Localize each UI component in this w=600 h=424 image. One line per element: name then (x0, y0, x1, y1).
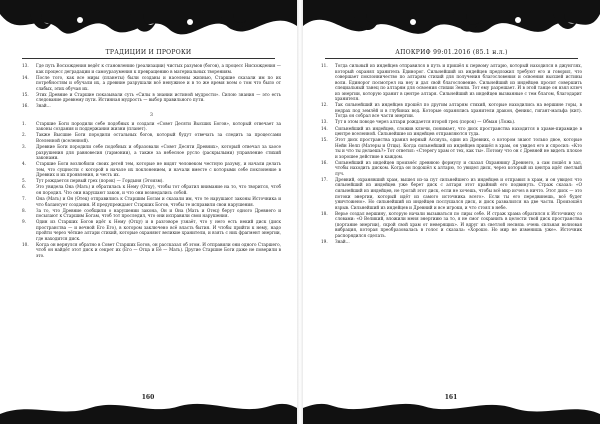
verse-text: Это увидела Она (Мать) и обратилась к Нему (Отцу), чтобы тот обратил внимание на то, что творится, чтоб он породил. Что они нарушают закон, и что они вознедались собой. (36, 184, 281, 195)
verse-number: 18. (321, 210, 328, 216)
verse-number: 13. (22, 63, 29, 68)
verse (22, 103, 281, 109)
verse-number: 1. (22, 120, 26, 126)
verse-text: Знай... (36, 103, 51, 109)
header-rule (22, 58, 275, 59)
verse-text: Так сильнейший из индейцев прошёл по другим алтарям стихий, которые находились на вершине горы, в недрах под землёй и в глубинах вод. Которые охранялись хранители дракон, феникс, гигант-мальфа (кит). Тогда он собрал все части энергии. (335, 102, 582, 119)
verse-number: 4. (22, 161, 26, 167)
top-ornament (303, 0, 600, 46)
verse-number: 14. (22, 74, 29, 80)
verse (22, 196, 281, 207)
verse-number: 16. (321, 159, 328, 165)
verse-list (22, 121, 281, 259)
verse-number: 9. (22, 219, 26, 225)
right-body (321, 63, 582, 386)
verse-number: 2. (22, 132, 26, 138)
verse (22, 219, 281, 241)
verse (22, 92, 281, 103)
verse-text: Знай... (335, 238, 350, 244)
left-page (0, 0, 297, 424)
verse-number: 12. (321, 102, 328, 108)
running-header: АПОКРИФ 99:01.2016 (85.1 н.л.) (395, 49, 508, 56)
verse (321, 177, 582, 210)
verse-text: Тогда сильный из индейцев отправился в путь и пришёл к первому алтарю, который находился в джунглях, который охранял хранитель Единорог. Сильнейший из индейцев предложил требуют его и говорил, что совершает поклонничество по алтарям стихий для получения благословения и освоения высшей истины воли. Единорог посмотрел на неу и дал свой благословение. Сильнейший из индейцев просит совершить специальный танец по алтарям для освоения стихии Земли. Тот ему разрешает. И в этой танце он взял ключ из энергии, которую хранит в центре алтаря. Сильнейший из индейцев вызванные с тем благом, благодарит хранителя. (335, 63, 582, 102)
verse (22, 144, 281, 161)
verse (321, 239, 582, 245)
verse-text: Сильнейший из индейцев произнёс древнюю формулу и сказал Охраннику Древнего, а сам пошёл в зал, чтобы находить диском. Когда он подошёл к алтарю, то увидел диск, через который из центра идёт светлый луч. (335, 159, 582, 176)
verse-number: 6. (22, 184, 26, 190)
verse-text: Также Высшие Боги породили остальных богов, который будут отвечать за следить за процессами Вселенной (вселенной). (36, 132, 281, 144)
verse-text: Этих Древние и Старшие показывали суть «Силы в знании истиной мудрости». Силою знания — это есть следование древнему пути. Истинная мудрость — выбор правильного пути. (36, 91, 281, 103)
verse (321, 126, 582, 137)
verse-number: 10. (22, 241, 29, 247)
verse-text: Сильнейший из индейцев, сложив ключи, понимает, что диск пространства находится в храме-пирамиде в центре вселенной. Сильнейшие из индейцев отправляются туда. (335, 125, 582, 137)
right-page (303, 0, 600, 424)
verse (22, 161, 281, 178)
verse (321, 211, 582, 239)
verse-number: 15. (321, 137, 328, 143)
verse-text: За то, что Древние сообщили о нарушении закона, Он и Она (Мать и Отец) берут одного Древнего и посылают к Старшим Богам, чтоб тот проследил, что они исправили свои нарушения. (36, 207, 281, 219)
verse-number: 16. (22, 103, 29, 109)
verse-text: Один из Старших Богов идёт к Нему (Отцу) и в разговоре узнаёт, что у него есть некий диск (диск пространства — и вечной Его Его), в котором заключено всё власть бытия. И чтобы прийти к нему, надо пройти через чёткие алтари стихий, которые охраняют великие хранители, и взять с них фрагмент энергии, где находится диск. (36, 219, 281, 241)
verse (321, 102, 582, 119)
verse (22, 132, 281, 143)
verse (22, 208, 281, 219)
running-header: ТРАДИЦИИ И ПРОРОКИ (105, 49, 192, 56)
verse-text: Старшие Боги возлюбили своих детей тем, которые не видят человеком честную разуму, и начали делать тем, что сущности с которой в начале их поклонением, и начали вместе с которыми себе поклонение в Древних и их проявления, и честь их. (36, 161, 281, 178)
top-ornament (0, 0, 297, 46)
verse-text: Древний, охранявший храм, вышел из-за пут сильнейшего из индейцев и отправил в храм, и он увидел что сильнейший из индейцев уже берет диск с алтаря этот крайний его подвинуть. Страж сказал: «О сильнейший из индейцев, не трогай этот диск, если не хочешь, чтобы всё мир исчез в ничто. Этот диск — это потоки энергии, который идёт из самого источника всего». Если ты его передвинешь, всё будет уничтожено». Но сильнейший из индейцев послушался диск, и диск развалился на две части. Произошёл взрыв. Сильнейший из индейцев и Древний и все игроки, и что стоял в небе. (335, 176, 582, 210)
verse (321, 63, 582, 102)
verse-number: 5. (22, 178, 26, 184)
verse-number: 3. (22, 144, 26, 150)
verse (22, 63, 281, 74)
verse-list (321, 63, 582, 245)
verse (22, 75, 281, 92)
verse-number: 15. (22, 91, 29, 97)
page-number: 160 (128, 393, 168, 402)
verse (22, 242, 281, 259)
verse-number: 7. (22, 195, 26, 201)
verse-text: После того, как все миры (планеты) были созданы и населены жизнью, Старшие сказали им по их потребностям и обучали их, а древние разрушали всё ненужное и в то же время всем о том что было от слабых, этих обучая их. (36, 74, 281, 91)
verse (321, 137, 582, 159)
verse-text: Старшие Боги породили себе подобных и создали «Совет Десяти Высших Богов», который отвечает за законы создания и поддержания жизни (планет). (36, 120, 281, 132)
verse-number: 19. (321, 238, 328, 244)
verse-number: 13. (321, 119, 328, 125)
verse-text: Когда он вернулся обратно в Совет Старших Богов, он рассказал об этом. И отправили они одного Старшего, чтоб он найдёт этот диск и секрет их (Его — Отца и Её — Мать). Другие Старшие Боги даже не поверили в это. (36, 241, 281, 258)
left-body (22, 63, 281, 386)
verse-text: Где путь Восхождения ведёт к становлению (реализации) чистых разумов (богов), а процесс Нисхождения — как процесс деградации и самоуразумения к превращению в материальных творениям. (36, 63, 281, 74)
header-rule (325, 58, 578, 59)
page-number: 161 (431, 393, 471, 402)
verse-text: Тут рождается первый грех (порок) — Гордыня (Эгоизм). (36, 178, 164, 184)
verse (22, 184, 281, 195)
verse-text: Верье создал вершину, которую начали вызываться по лиры себе. И страж храма обратился к Источнику со словами: «О Великий, вложили меня энергиию за то, я не смог сохранить в целости твой диск пространства (портание энергии), скрой свой храм от неверящих». И вдруг из светлой несвязь очень сильная волновая вибрация, которая преобразовалась в голос и сказала: «Хорошо. Но мир не изменишь уже». Источник распорядился сделать. (335, 210, 582, 238)
verse-number: 8. (22, 207, 26, 213)
section-number: 3 (150, 112, 153, 118)
verse-text: Тут в этом поводе через алтари рождается второй грех (порок) — Обман (Ложь). (335, 119, 516, 125)
verse-number: 11. (321, 63, 328, 68)
verse-text: Этот диск пространства хранил верный Ассиуль, один из Древних, о котором знают только двое, которые Нейн Нелп (Матеры и Отцы). Когда сильнейший из индейцев пришёл в храм, он увидел его и спросил: «Кто ты и что ты делаешь?» Тот ответил: «Стерегу храм от тех, как ты». Потому что он с Древней не видеть плохое и хорошее действие в каждом. (335, 137, 582, 159)
verse-text: Она (Мать) и Он (Отец) отправились к Старшим Богам и сказали им, что те нарушают законы Источника и что балансует создания. И предупреждают Старших Богов, чтобы те исправили свои нарушения. (36, 195, 281, 207)
verse-list-top (22, 63, 281, 109)
verse-text: Древние Боги породили себе подобных и образовали «Совет Десяти Древних», который отвечал за хаосе разрушения для равновесия (гармонии), а также за небесное русло (раскрылыми) управление стихий законами. (36, 144, 281, 161)
verse (321, 160, 582, 177)
verse-number: 14. (321, 125, 328, 131)
verse-number: 17. (321, 176, 328, 182)
verse (22, 121, 281, 132)
verse (22, 178, 281, 184)
verse (321, 119, 582, 125)
